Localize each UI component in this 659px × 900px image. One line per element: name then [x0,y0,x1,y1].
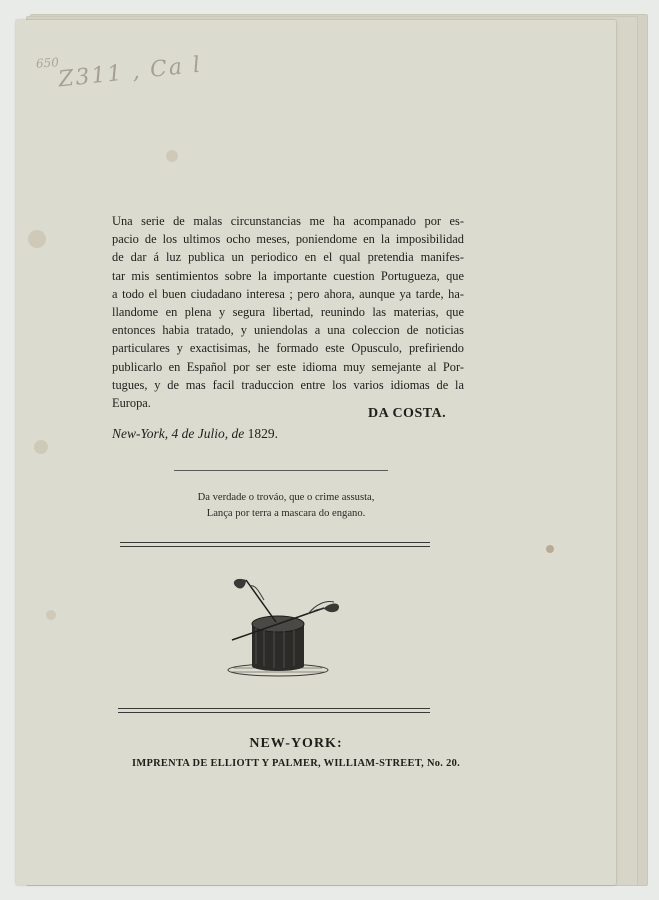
foxing-spot [46,610,56,620]
epigraph-line-1: Da verdade o trováo, que o crime assusta, [197,492,375,503]
foxing-spot [546,545,554,553]
pamphlet-page [16,20,616,885]
preface-line: pacio de los ultimos ocho meses, poniendome en la imposibilidad [112,232,464,247]
author-signature: DA COSTA. [368,406,447,421]
dateline-year-prefix: de [231,426,245,441]
preface-line: Una serie de malas circunstancias me ha acompanado por es- [112,214,464,228]
preface-text [112,212,464,412]
epigraph [126,490,446,522]
preface-line: de dar á luz publica un periodico en el qual pretendia manifes- [112,250,464,265]
imprint-city: NEW-YORK: [249,736,343,751]
preface-line: Europa. [112,396,151,411]
dateline-year: 1829. [247,426,279,441]
preface-line: tugues, y de mas facil traduccion entre los varios idiomas de la [112,377,464,392]
dateline [112,426,278,442]
preface-line: tar mis sentimientos sobre la importante cuestion Portugueza, que [112,268,464,283]
rule-below-epigraph [120,542,430,547]
handwritten-mark-top: 650 [35,55,60,71]
epigraph-line-2: Lança por terra a mascara do engano. [206,508,366,519]
dateline-place: New-York, [112,426,169,441]
foxing-spot [166,150,178,162]
preface-line: a todo el buen ciudadano interesa ; pero ahora, aunque ya tarde, ha- [112,286,464,301]
inkwell-quill-vignette-icon [216,574,346,684]
rule-above-epigraph [174,470,388,471]
rule-above-imprint [118,708,430,713]
handwritten-mark: Z311 , Ca l [57,52,204,93]
preface-line: publicarlo en Español por ser este idioma muy semejante al Por- [112,359,464,374]
imprint-printer: IMPRENTA DE ELLIOTT Y PALMER, WILLIAM-STREET, No. 20. [132,758,460,769]
preface-line: llandome en plena y segura libertad, reunindo las materias, que [112,305,464,320]
preface-line: entonces habia tratado, y uniendolas a una coleccion de noticias [112,323,464,338]
foxing-spot [28,230,46,248]
foxing-spot [34,440,48,454]
dateline-day-month: 4 de Julio, [171,426,229,441]
preface-line: particulares y exactisimas, he formado este Opusculo, prefiriendo [112,341,464,356]
